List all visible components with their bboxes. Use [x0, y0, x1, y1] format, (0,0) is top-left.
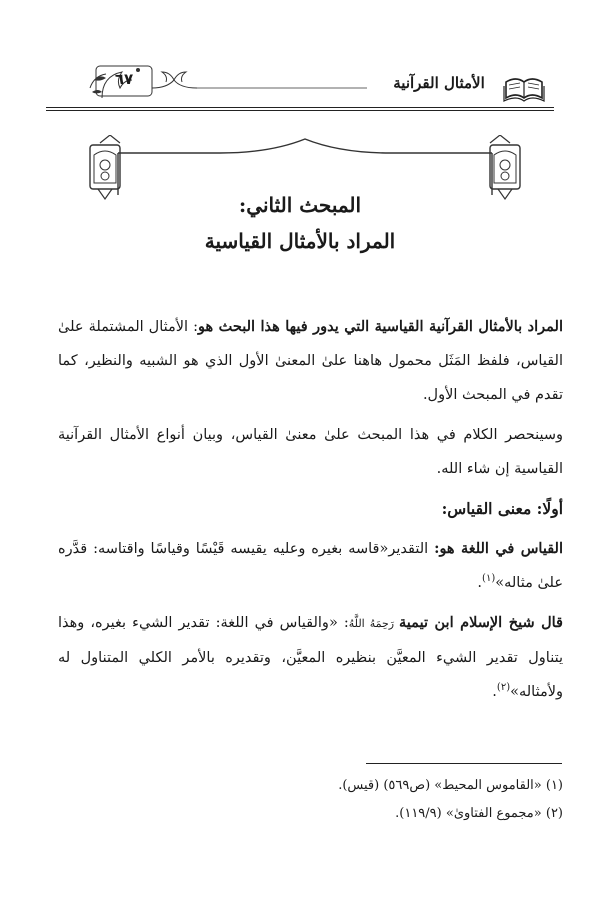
- paragraph-3-end: .: [477, 575, 483, 591]
- footnote-ref-1[interactable]: (١): [482, 573, 496, 585]
- footnote-separator: [366, 763, 562, 764]
- subheading: [58, 492, 563, 526]
- lantern-ornament-left-icon: [90, 135, 120, 199]
- subheading-text: أولًا: معنى القياس:: [441, 499, 563, 518]
- body-text: [58, 310, 563, 709]
- paragraph-3: [58, 532, 563, 600]
- paragraph-3-text: التقدير«قاسه بغيره وعليه يقيسه قَيْسًا وقياسًا واقتاسه: قدَّره علىٰ مثاله»: [58, 541, 563, 591]
- paragraph-1-lead: المراد بالأمثال القرآنية القياسية التي يدور فيها هذا البحث هو: [198, 318, 563, 335]
- paragraph-1-text: : الأمثال المشتملة علىٰ القياس، فلفظ المَثَل محمول هاهنا علىٰ المعنىٰ الأول الذي هو الشبيه والنظير، كما تقدم في المبحث الأول.: [58, 319, 563, 403]
- footnotes: [60, 772, 563, 828]
- lantern-ornament-right-icon: [490, 135, 520, 199]
- paragraph-1: [58, 310, 563, 412]
- honorific: رَحِمَهُ اللَّهُ: [348, 617, 400, 630]
- footnote-2: (٢) «مجموع الفتاوىٰ» (١١٩/٩).: [395, 806, 563, 821]
- paragraph-2: [58, 418, 563, 486]
- paragraph-2-text: وسينحصر الكلام في هذا المبحث علىٰ معنىٰ القياس، وبيان أنواع الأمثال القرآنية القياسية إن شاء الله.: [58, 427, 563, 477]
- paragraph-4-end: .: [492, 684, 497, 700]
- open-book-icon: [502, 66, 546, 106]
- running-title: الأمثال القرآنية: [393, 74, 485, 92]
- paragraph-3-lead: القياس في اللغة هو:: [434, 540, 563, 557]
- page-number: ٦٧: [114, 70, 134, 88]
- section-subtitle: المراد بالأمثال القياسية: [204, 229, 396, 253]
- header-rule: [46, 107, 554, 108]
- footnote-ref-2[interactable]: (٢): [496, 682, 511, 694]
- footnote-1: (١) «القاموس المحيط» (ص٥٦٩) (قيس).: [338, 778, 563, 793]
- paragraph-4-text: : «والقياس في اللغة: تقدير الشيء بغيره، وهذا يتناول تقدير الشيء المعيَّن بنظيره المعيَّن، وتقديره بالأمر الكلي المتناول له ولأمثاله»: [58, 615, 563, 700]
- paragraph-4: [58, 606, 563, 709]
- section-title: المبحث الثاني:: [238, 193, 362, 217]
- header-rule-double: [46, 110, 554, 111]
- paragraph-4-lead: قال شيخ الإسلام ابن تيمية: [399, 614, 563, 631]
